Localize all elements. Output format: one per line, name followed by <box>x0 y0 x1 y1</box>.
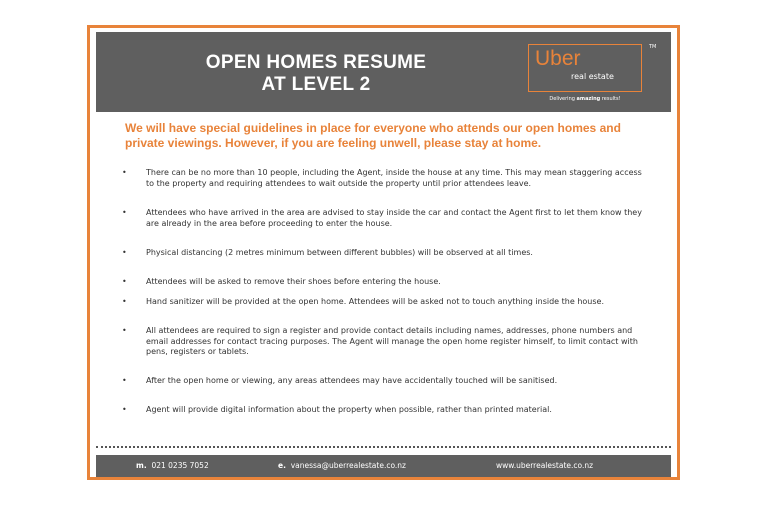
email-contact <box>278 461 406 470</box>
bullet-dot: • <box>122 168 127 177</box>
contact-footer <box>96 455 671 477</box>
list-item-text: Agent will provide digital information about the property when possible, rather than printed material. <box>146 405 552 414</box>
bullet-dot: • <box>122 326 127 335</box>
bullet-dot: • <box>122 297 127 306</box>
list-item <box>120 326 650 358</box>
tagline-post: results! <box>600 96 621 102</box>
page-title <box>116 52 516 96</box>
header-banner <box>96 32 671 112</box>
bullet-dot: • <box>122 277 127 286</box>
list-item-text: Physical distancing (2 metres minimum between different bubbles) will be observed at all times. <box>146 248 533 257</box>
phone-label: m. <box>136 461 147 470</box>
list-item-text: All attendees are required to sign a register and provide contact details including names, addresses, phone numbers and email addresses for contact tracing purposes. The Agent will manage the open home register himself, to limit contact with pens, registers or tablets. <box>146 326 638 356</box>
list-item <box>120 208 650 229</box>
list-item <box>120 297 650 308</box>
dotted-divider <box>96 446 671 448</box>
list-item <box>120 168 650 189</box>
bullet-dot: • <box>122 376 127 385</box>
list-item-text: Attendees who have arrived in the area are advised to stay inside the car and contact the Agent first to let them know they are already in the area before proceeding to enter the house. <box>146 208 642 228</box>
intro-statement: We will have special guidelines in place for everyone who attends our open homes and private viewings. However, if you are feeling unwell, please stay at home. <box>125 121 621 150</box>
flyer <box>87 25 680 480</box>
tagline-pre: Delivering <box>549 96 577 102</box>
list-item-text: Attendees will be asked to remove their shoes before entering the house. <box>146 277 441 286</box>
title-line-1: OPEN HOMES RESUME <box>205 52 427 73</box>
brand-logo <box>528 44 642 92</box>
list-item <box>120 248 650 259</box>
email-link[interactable]: vanessa@uberrealestate.co.nz <box>290 461 406 470</box>
list-item <box>120 277 650 288</box>
list-item-text: Hand sanitizer will be provided at the open home. Attendees will be asked not to touch anything inside the house. <box>146 297 604 306</box>
title-line-2: AT LEVEL 2 <box>261 74 371 95</box>
brand-tagline <box>528 96 642 103</box>
trademark-mark: TM <box>649 44 657 50</box>
list-item-text: After the open home or viewing, any areas attendees may have accidentally touched will be sanitised. <box>146 376 558 385</box>
bullet-dot: • <box>122 208 127 217</box>
email-label: e. <box>278 461 286 470</box>
logo-wordmark: Uber <box>535 47 581 70</box>
bullet-dot: • <box>122 248 127 257</box>
list-item <box>120 376 650 387</box>
tagline-bold: amazing <box>576 96 601 102</box>
list-item-text: There can be no more than 10 people, including the Agent, inside the house at any time. This may mean staggering access to the property and requiring attendees to wait outside the property until prior attendees leave. <box>146 168 642 188</box>
phone-contact <box>136 461 209 470</box>
phone-number: 021 0235 7052 <box>151 461 209 470</box>
bullet-dot: • <box>122 405 127 414</box>
list-item <box>120 405 650 416</box>
logo-subtitle: real estate <box>571 72 614 81</box>
website-link[interactable]: www.uberrealestate.co.nz <box>496 461 594 470</box>
